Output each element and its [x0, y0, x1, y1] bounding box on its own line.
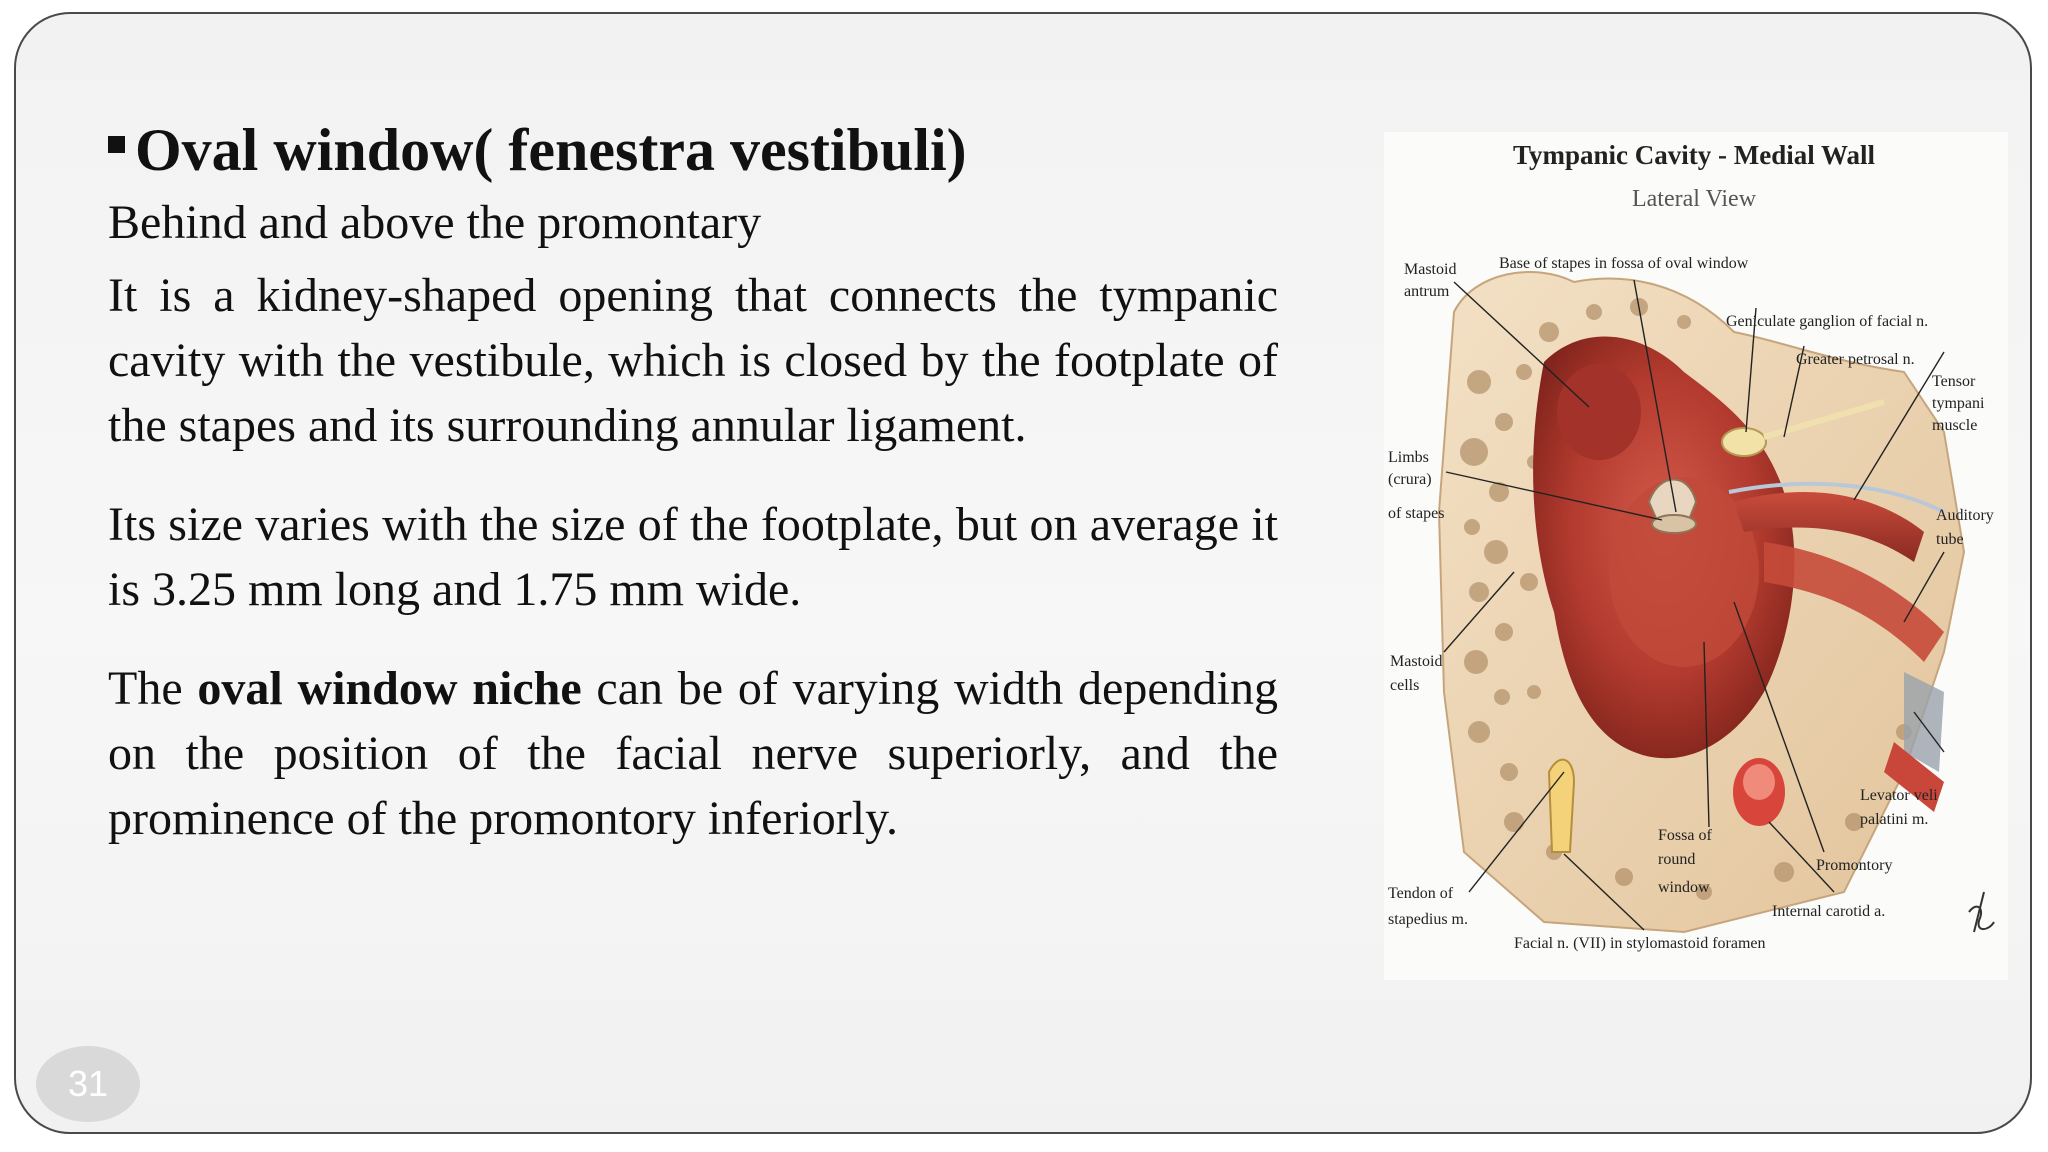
label-fossa-2: round	[1658, 851, 1696, 868]
tympanic-cavity-illustration	[1384, 132, 2008, 980]
heading-text: Oval window( fenestra vestibuli)	[135, 117, 967, 183]
facial-nerve-shape	[1549, 760, 1574, 852]
niche-text-start: The	[108, 662, 198, 715]
label-tendon-1: Tendon of	[1388, 885, 1454, 902]
figure-title: Tympanic Cavity - Medial Wall	[1512, 140, 1876, 170]
label-tendon-2: stapedius m.	[1388, 911, 1468, 928]
paragraph-location: Behind and above the promontary	[108, 196, 762, 249]
slide-heading	[108, 110, 1278, 190]
mastoid-antrum-shape	[1557, 364, 1641, 460]
label-mastoid-cells-2: cells	[1390, 677, 1420, 694]
label-limbs-1: Limbs	[1388, 449, 1429, 466]
label-greater-petrosal: Greater petrosal n.	[1796, 351, 1915, 368]
slide	[14, 12, 2032, 1134]
label-fossa-3: window	[1658, 879, 1710, 896]
paragraph-description: It is a kidney-shaped opening that connects the tympanic cavity with the vestibule, which is closed by the footplate of the stapes and its surrounding annular ligament.	[108, 269, 1278, 452]
label-facial-foramen: Facial n. (VII) in stylomastoid foramen	[1514, 935, 1766, 952]
label-mastoid-antrum-1: Mastoid	[1404, 261, 1457, 278]
label-tensor-3: muscle	[1932, 417, 1978, 434]
label-mastoid-antrum-2: antrum	[1404, 283, 1450, 300]
artist-signature-icon	[1969, 892, 1994, 932]
label-base-of-stapes: Base of stapes in fossa of oval window	[1499, 255, 1749, 272]
niche-text-end: can be of varying width depending on the position of the facial nerve superiorly, and the prominence of the promontory inferiorly.	[108, 662, 1278, 845]
label-levator-2: palatini m.	[1860, 811, 1929, 828]
niche-bold-term: oval window niche	[197, 662, 582, 715]
label-geniculate-ganglion: Geniculate ganglion of facial n.	[1726, 313, 1929, 330]
figure-subtitle: Lateral View	[1631, 186, 1757, 212]
label-auditory-1: Auditory	[1936, 507, 1994, 524]
label-promontory: Promontory	[1816, 857, 1893, 874]
label-internal-carotid: Internal carotid a.	[1772, 903, 1886, 920]
geniculate-ganglion-shape	[1722, 428, 1766, 456]
paragraph-niche	[108, 656, 1278, 851]
label-fossa-1: Fossa of	[1658, 827, 1712, 844]
text-column	[108, 110, 1278, 851]
page-number-badge: 31	[36, 1046, 140, 1122]
label-mastoid-cells-1: Mastoid	[1390, 653, 1443, 670]
label-tensor-2: tympani	[1932, 395, 1985, 412]
label-tensor-1: Tensor	[1932, 373, 1976, 390]
label-levator-1: Levator veli	[1860, 787, 1938, 804]
anatomy-figure	[1384, 132, 2008, 980]
square-bullet-icon	[108, 136, 125, 153]
paragraph-size: Its size varies with the size of the footplate, but on average it is 3.25 mm long and 1.75 mm wide.	[108, 498, 1278, 616]
label-auditory-2: tube	[1936, 531, 1964, 548]
label-limbs-3: of stapes	[1388, 505, 1445, 522]
label-limbs-2: (crura)	[1388, 471, 1432, 488]
